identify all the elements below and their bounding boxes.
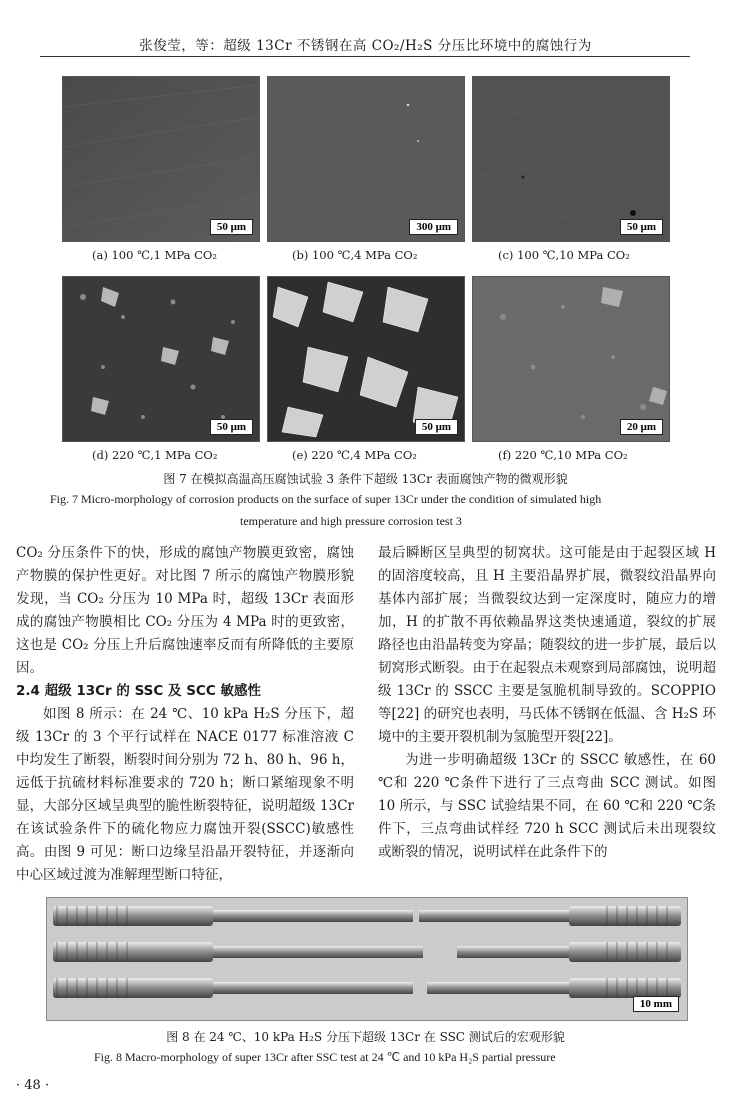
macro-photo bbox=[46, 897, 688, 1021]
scale-bar: 50 μm bbox=[415, 419, 458, 435]
section-heading: 2.4 超级 13Cr 的 SSC 及 SCC 敏感性 bbox=[16, 683, 261, 699]
scale-bar: 300 μm bbox=[409, 219, 458, 235]
scale-bar: 50 μm bbox=[210, 419, 253, 435]
micrograph-b bbox=[267, 76, 465, 242]
page-number: · 48 · bbox=[16, 1078, 50, 1093]
panel-caption-d: (d) 220 ℃,1 MPa CO₂ bbox=[92, 448, 218, 462]
micrograph-e bbox=[267, 276, 465, 442]
micrograph-d bbox=[62, 276, 260, 442]
scale-bar: 50 μm bbox=[620, 219, 663, 235]
panel-caption-c: (c) 100 ℃,10 MPa CO₂ bbox=[498, 248, 630, 262]
panel-caption-f: (f) 220 ℃,10 MPa CO₂ bbox=[498, 448, 628, 462]
scale-bar: 20 μm bbox=[620, 419, 663, 435]
micrograph-f bbox=[472, 276, 670, 442]
header-rule bbox=[40, 56, 690, 57]
paragraph: 最后瞬断区呈典型的韧窝状。这可能是由于起裂区域 H 的固溶度较高，且 H 主要沿晶界扩展，微裂纹沿晶界向基体内部扩展；当微裂纹达到一定深度时，随应力的增加，H 的扩散不再依赖晶界这类快速通道，裂纹的扩展路径也由沿晶转变为穿晶；随裂纹的进一步扩展，最后以韧窝形式断裂。由于在起裂点未观察到局部腐蚀，说明超级 13Cr 的 SSCC 主要是氢脆机制导致的。SCOPPIO 等[22] 的研究也表明，马氏体不锈钢在低温、含 H₂S 环境中的主要开裂机制为氢脆型开裂[22]。 bbox=[378, 545, 716, 745]
figure8-caption-en: Fig. 8 Macro-morphology of super 13Cr after SSC test at 24 ℃ and 10 kPa H₂S partial pressure bbox=[94, 1050, 556, 1064]
paragraph: 为进一步明确超级 13Cr 的 SSCC 敏感性，在 60 ℃和 220 ℃条件下进行了三点弯曲 SCC 测试。如图 10 所示，与 SSC 试验结果不同，在 60 ℃和 220 ℃条件下，三点弯曲试样经 720 h SCC 测试后未出现裂纹或断裂的情况，说明试样在此条件下的 bbox=[378, 752, 716, 860]
micrograph-c bbox=[472, 76, 670, 242]
panel-caption-e: (e) 220 ℃,4 MPa CO₂ bbox=[292, 448, 417, 462]
panel-caption-b: (b) 100 ℃,4 MPa CO₂ bbox=[292, 248, 418, 262]
figure7-caption-cn: 图 7 在模拟高温高压腐蚀试验 3 条件下超级 13Cr 表面腐蚀产物的微观形貌 bbox=[163, 472, 568, 486]
scale-bar: 10 mm bbox=[633, 996, 679, 1012]
figure7-caption-en-1: Fig. 7 Micro-morphology of corrosion products on the surface of super 13Cr under the condition of simulated high bbox=[50, 492, 602, 506]
left-column bbox=[16, 542, 354, 894]
right-column bbox=[378, 542, 716, 894]
panel-caption-a: (a) 100 ℃,1 MPa CO₂ bbox=[92, 248, 217, 262]
paragraph: 如图 8 所示：在 24 ℃、10 kPa H₂S 分压下，超级 13Cr 的 3 个平行试样在 NACE 0177 标准溶液 C 中均发生了断裂，断裂时间分别为 72 h、80 h、96 h，远低于抗硫材料标准要求的 720 h；断口紧缩现象不明显，大部分区域呈典型的脆性断裂特征，说明超级 13Cr 在该试验条件下的硫化物应力腐蚀开裂(SSCC)敏感性高。由图 9 可见：断口边缘呈沿晶开裂特征，并逐渐向中心区域过渡为准解理型断口特征， bbox=[16, 706, 354, 883]
scale-bar: 50 μm bbox=[210, 219, 253, 235]
figure8-caption-cn: 图 8 在 24 ℃、10 kPa H₂S 分压下超级 13Cr 在 SSC 测试后的宏观形貌 bbox=[166, 1030, 565, 1044]
figure7-caption-en-2: temperature and high pressure corrosion test 3 bbox=[240, 514, 462, 528]
running-header: 张俊莹，等：超级 13Cr 不锈钢在高 CO₂/H₂S 分压比环境中的腐蚀行为 bbox=[139, 38, 592, 54]
micrograph-a bbox=[62, 76, 260, 242]
paragraph: CO₂ 分压条件下的快，形成的腐蚀产物膜更致密，腐蚀产物膜的保护性更好。对比图 7 所示的腐蚀产物膜形貌发现，当 CO₂ 分压为 10 MPa 时，超级 13Cr 表面形成的腐蚀产物膜相比 CO₂ 分压为 4 MPa 时的更致密，这也是 CO₂ 分压上升后腐蚀速率反而有所降低的主要原因。 bbox=[16, 545, 354, 676]
